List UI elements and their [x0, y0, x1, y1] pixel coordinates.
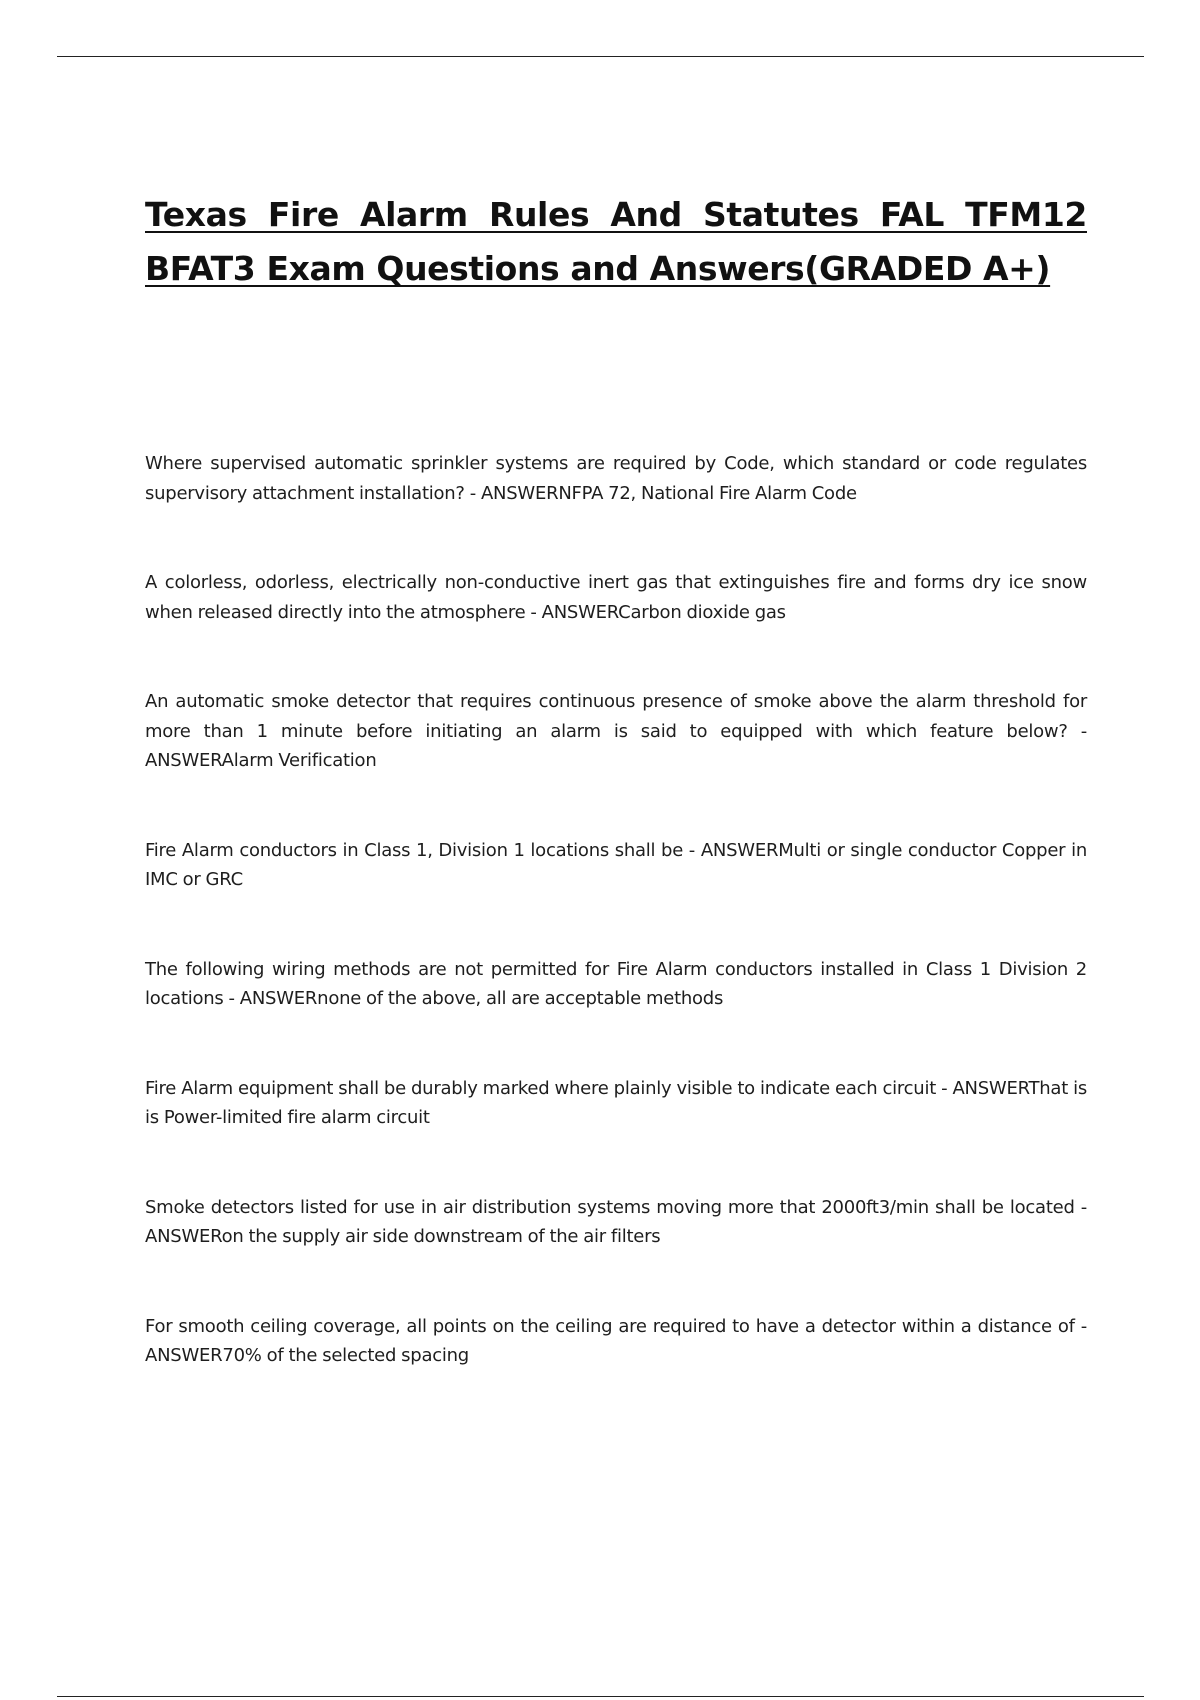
question-text: Smoke detectors listed for use in air distribution systems moving more that 2000ft3/min shall be located — [145, 1196, 1075, 1218]
separator: - — [683, 839, 701, 861]
question-text: Fire Alarm conductors in Class 1, Division 1 locations shall be — [145, 839, 684, 861]
answer-text: on the supply air side downstream of the air filters — [221, 1226, 661, 1247]
separator: - — [936, 1077, 953, 1099]
separator: - — [525, 601, 542, 623]
question-text: A colorless, odorless, electrically non-conductive inert gas that extinguishes fire and forms dry ice snow when released directly into the atmosphere — [145, 572, 1087, 623]
qa-item — [145, 1312, 1087, 1371]
answer-text: Multi or single conductor Copper in IMC or GRC — [145, 839, 1087, 890]
separator: - — [1074, 1315, 1087, 1337]
separator: - — [464, 482, 481, 504]
qa-item — [145, 687, 1087, 776]
qa-item — [145, 449, 1087, 508]
question-text: Fire Alarm equipment shall be durably marked where plainly visible to indicate each circuit — [145, 1077, 937, 1099]
answer-text: NFPA 72, National Fire Alarm Code — [558, 482, 857, 504]
answer-text: Alarm Verification — [221, 750, 377, 771]
answer-text: That is is Power-limited fire alarm circuit — [145, 1077, 1087, 1128]
separator: - — [1074, 1196, 1088, 1218]
answer-prefix: ANSWER — [541, 601, 619, 623]
qa-item — [145, 568, 1087, 627]
answer-prefix: ANSWER — [480, 482, 559, 504]
question-text: Where supervised automatic sprinkler systems are required by Code, which standard or code regulates supervisory attachment installation? — [145, 453, 1087, 504]
qa-item — [145, 836, 1087, 895]
answer-text: Carbon dioxide gas — [618, 601, 786, 623]
answer-prefix: ANSWER — [239, 988, 318, 1009]
answer-text: none of the above, all are acceptable methods — [317, 988, 724, 1009]
answer-text: 70% of the selected spacing — [222, 1345, 469, 1366]
qa-item — [145, 955, 1087, 1014]
question-text: The following wiring methods are not permitted for Fire Alarm conductors installed in Class 1 Division 2 locations — [145, 958, 1087, 1009]
answer-prefix: ANSWER — [145, 1226, 222, 1247]
qa-item — [145, 1193, 1087, 1252]
document-title: Texas Fire Alarm Rules And Statutes FAL TFM12 BFAT3 Exam Questions and Answers(GRADED A+) — [145, 195, 1087, 288]
footer-rule — [57, 1696, 1144, 1697]
qa-list — [145, 449, 1087, 1431]
question-text: An automatic smoke detector that requires continuous presence of smoke above the alarm threshold for more than 1 minute before initiating an alarm is said to equipped with which feature below? — [145, 691, 1087, 742]
answer-prefix: ANSWER — [145, 1345, 223, 1366]
qa-item — [145, 1074, 1087, 1133]
header-rule — [57, 56, 1144, 57]
separator: - — [223, 988, 240, 1009]
question-text: For smooth ceiling coverage, all points on the ceiling are required to have a detector within a distance of — [145, 1315, 1075, 1337]
separator: - — [1067, 720, 1087, 742]
answer-prefix: ANSWER — [145, 750, 222, 771]
answer-prefix: ANSWER — [700, 839, 779, 861]
answer-prefix: ANSWER — [952, 1077, 1029, 1099]
